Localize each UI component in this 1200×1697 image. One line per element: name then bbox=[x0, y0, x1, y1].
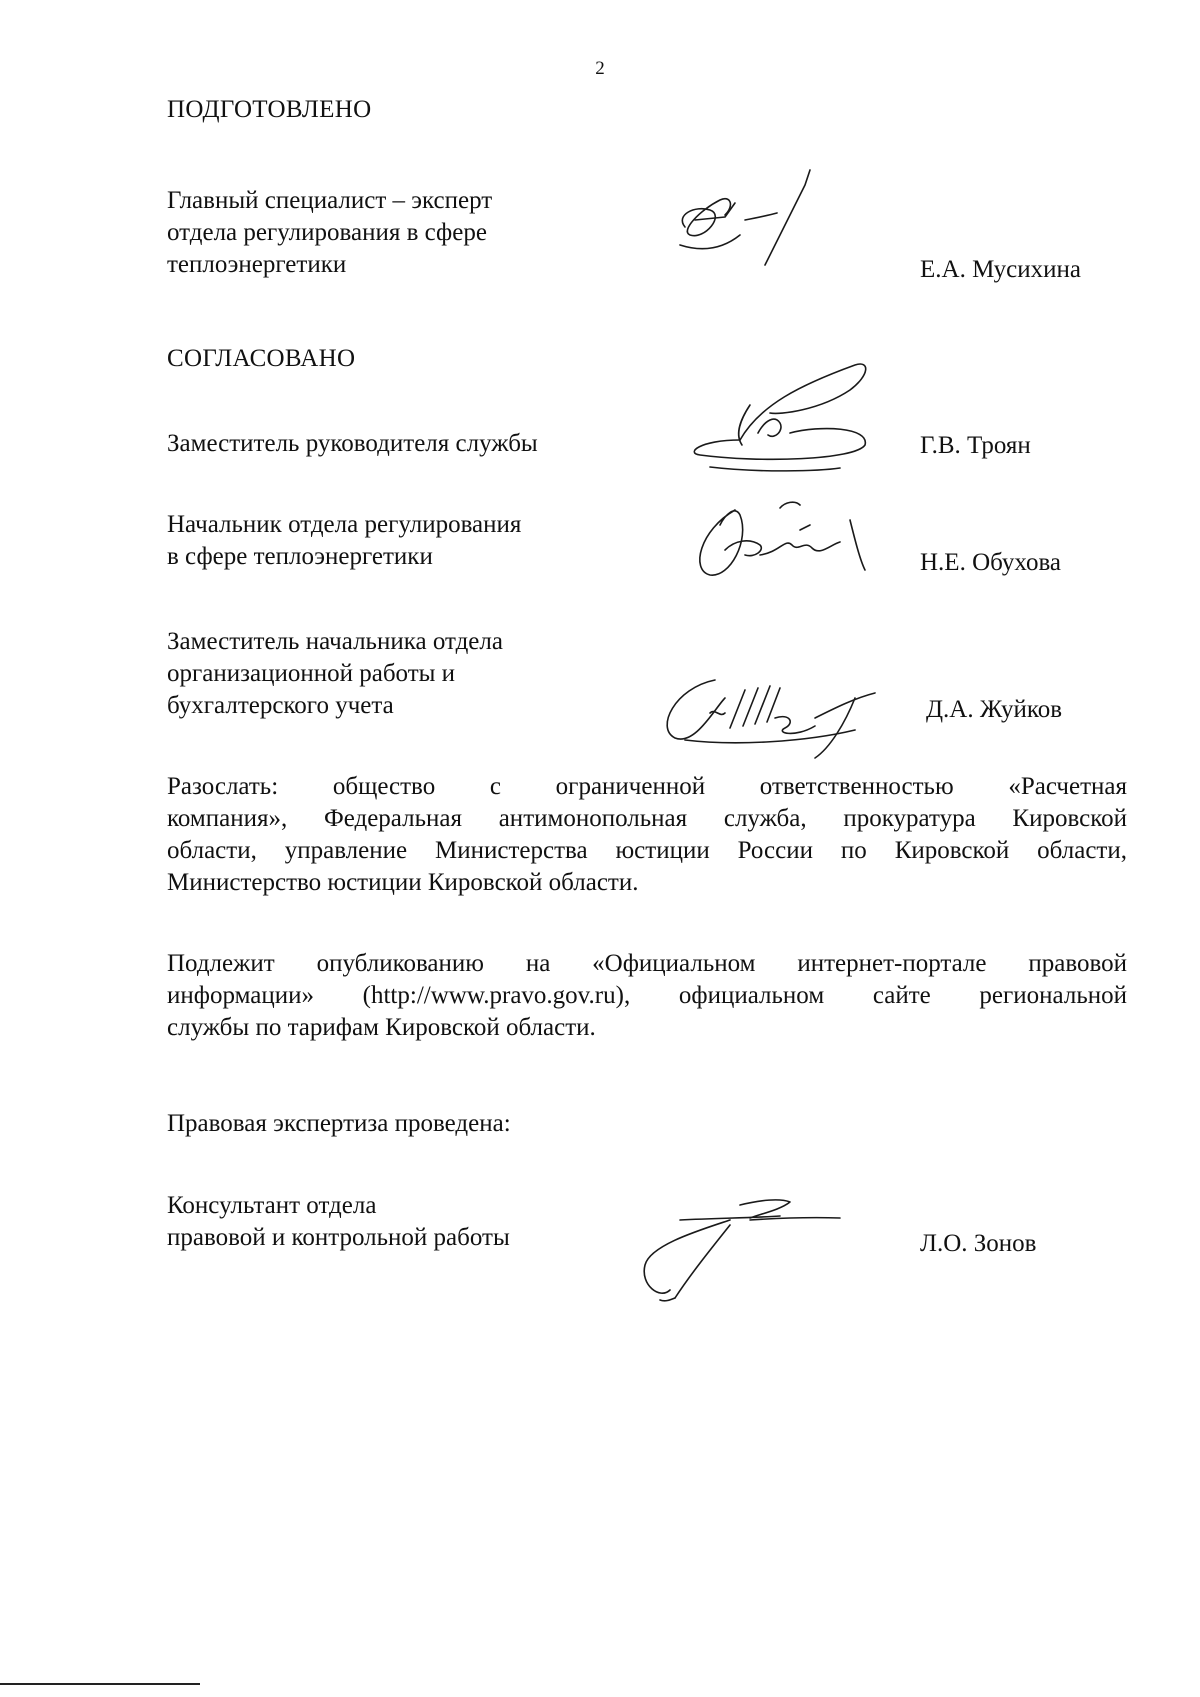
page-number: 2 bbox=[595, 58, 605, 79]
signatory-position-line: бухгалтерского учета bbox=[167, 692, 394, 719]
signatory-position-line: Заместитель руководителя службы bbox=[167, 430, 538, 457]
legal-review-name: Л.О. Зонов bbox=[920, 1230, 1037, 1257]
signatory-name: Г.В. Троян bbox=[920, 432, 1031, 459]
distribution-line: Министерство юстиции Кировской области. bbox=[167, 869, 639, 896]
legal-review-position bbox=[167, 1190, 667, 1254]
bottom-divider bbox=[0, 1683, 200, 1685]
signatory-position bbox=[167, 509, 667, 573]
signatory-name: Д.А. Жуйков bbox=[926, 696, 1063, 723]
publication-paragraph bbox=[167, 948, 1127, 1044]
publication-line: службы по тарифам Кировской области. bbox=[167, 1014, 596, 1041]
distribution-line: области, управление Министерства юстиции России по Кировской области, bbox=[167, 837, 1127, 864]
signatory-position-line: в сфере теплоэнергетики bbox=[167, 543, 433, 570]
publication-line: информации» (http://www.pravo.gov.ru), официальном сайте региональной bbox=[167, 982, 1127, 1009]
distribution-line: компания», Федеральная антимонопольная служба, прокуратура Кировской bbox=[167, 805, 1127, 832]
signature-troyan bbox=[680, 345, 910, 495]
signature-zhuikov bbox=[655, 668, 915, 768]
signature-obukhova bbox=[680, 490, 880, 590]
prepared-position-line: Главный специалист – эксперт bbox=[167, 187, 493, 214]
signature-zonov bbox=[640, 1190, 860, 1310]
signatory-position bbox=[167, 626, 667, 722]
legal-review-position-line: правовой и контрольной работы bbox=[167, 1224, 510, 1251]
prepared-heading: ПОДГОТОВЛЕНО bbox=[167, 96, 372, 123]
signatory-position-line: Заместитель начальника отдела bbox=[167, 628, 503, 655]
prepared-position bbox=[167, 185, 667, 281]
prepared-position-line: теплоэнергетики bbox=[167, 251, 347, 278]
agreed-heading: СОГЛАСОВАНО bbox=[167, 345, 356, 372]
signatory-position-line: организационной работы и bbox=[167, 660, 456, 687]
legal-review-position-line: Консультант отдела bbox=[167, 1192, 377, 1219]
signature-musikhina bbox=[665, 165, 845, 285]
distribution-paragraph bbox=[167, 771, 1127, 899]
prepared-position-line: отдела регулирования в сфере bbox=[167, 219, 487, 246]
publication-line: Подлежит опубликованию на «Официальном интернет-портале правовой bbox=[167, 950, 1127, 977]
signatory-name: Н.Е. Обухова bbox=[920, 549, 1062, 576]
signatory-position-line: Начальник отдела регулирования bbox=[167, 511, 522, 538]
prepared-name: Е.А. Мусихина bbox=[920, 256, 1082, 283]
signatory-position bbox=[167, 428, 667, 460]
distribution-line: Разослать: общество с ограниченной ответственностью «Расчетная bbox=[167, 773, 1127, 800]
legal-review-heading: Правовая экспертиза проведена: bbox=[167, 1110, 511, 1137]
